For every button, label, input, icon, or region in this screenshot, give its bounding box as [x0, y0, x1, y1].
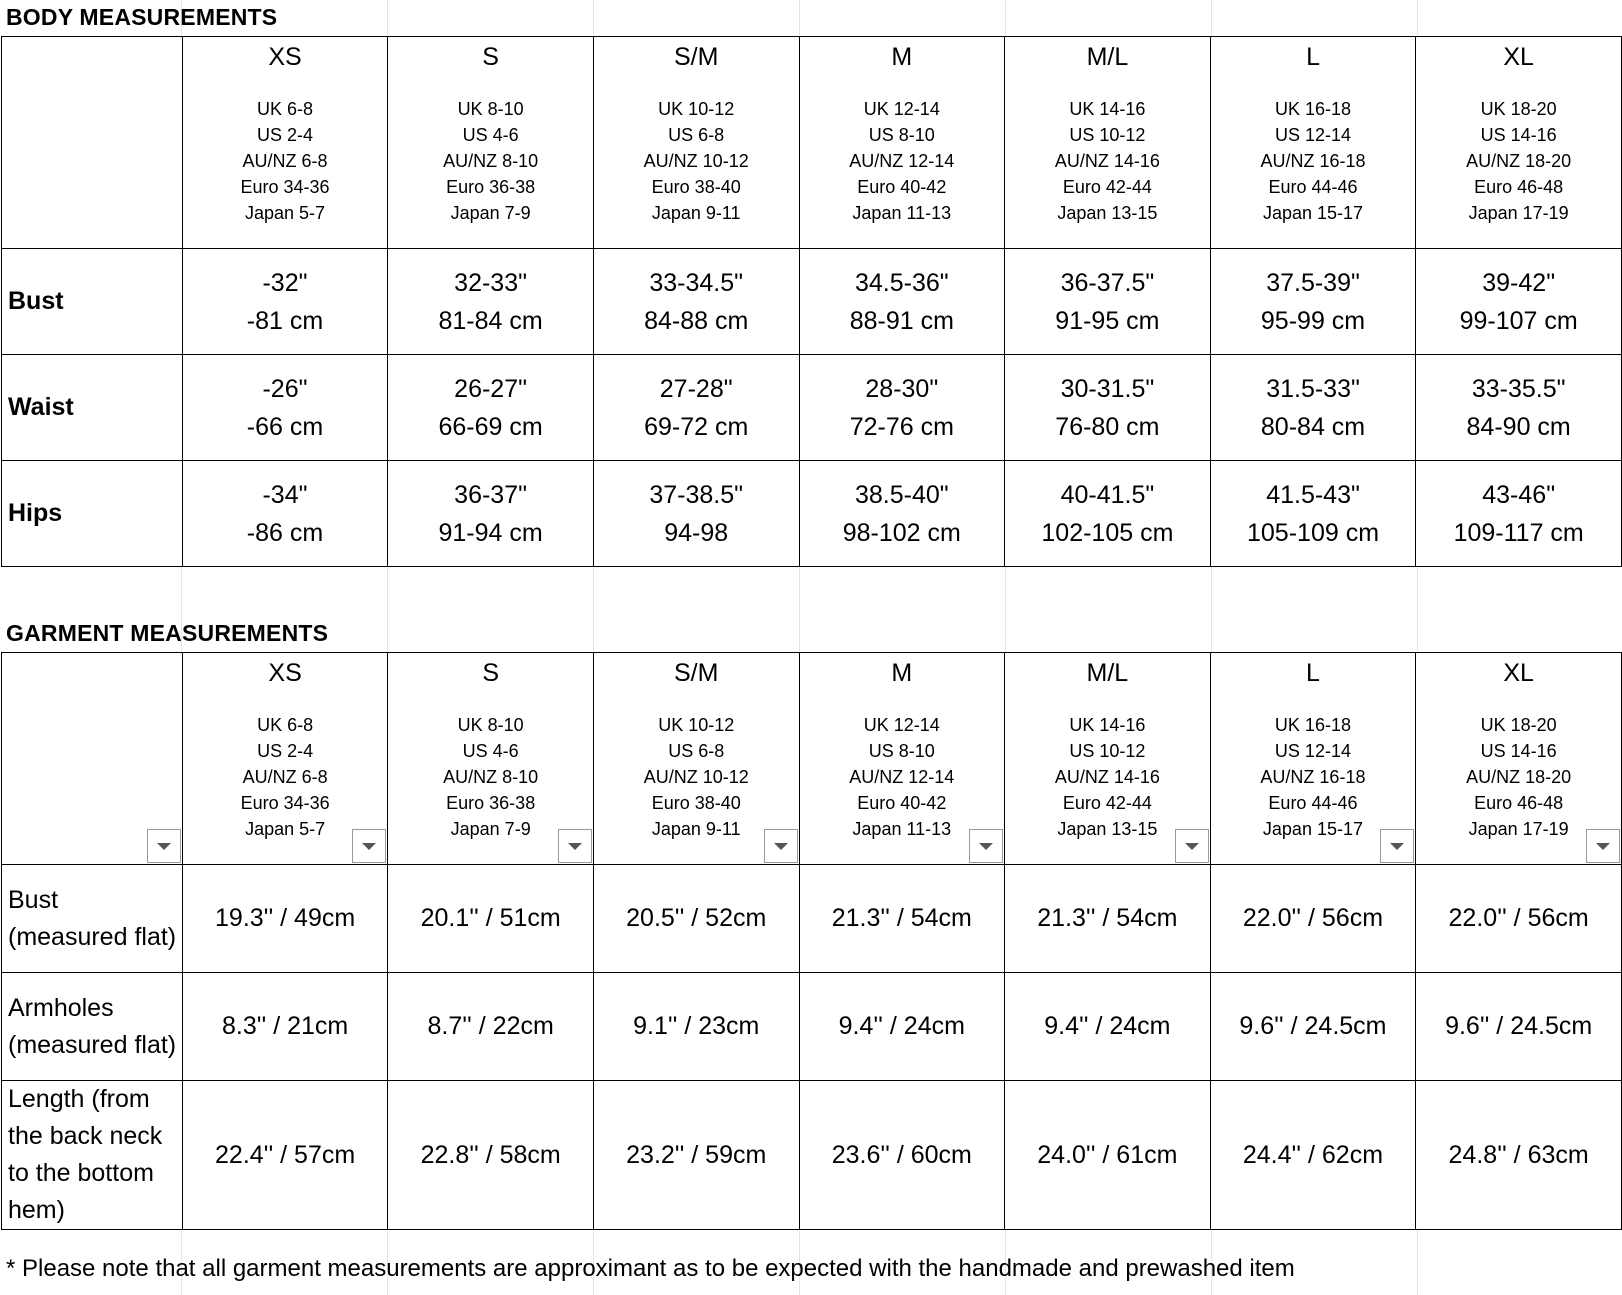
size-conversion-line: UK 8-10: [457, 715, 524, 735]
table-row: [2, 249, 1622, 355]
garment-measurements-table: [1, 652, 1622, 1230]
measurement-value: 84-88 cm: [644, 306, 749, 335]
size-header-s-m: [593, 37, 799, 249]
size-conversion-line: AU/NZ 6-8: [242, 767, 328, 787]
size-conversion-line: Euro 42-44: [1062, 177, 1152, 197]
dropdown-arrow-icon[interactable]: [764, 829, 798, 863]
size-header-m: [799, 37, 1005, 249]
size-header-m-l: [1005, 653, 1211, 865]
size-conversion-line: UK 12-14: [863, 715, 940, 735]
measurement-value: 91-95 cm: [1055, 306, 1160, 335]
size-code: XL: [1503, 659, 1534, 687]
row-label: Hips: [2, 461, 183, 567]
size-conversion-line: AU/NZ 16-18: [1260, 151, 1366, 171]
size-conversion-line: AU/NZ 6-8: [242, 151, 328, 171]
size-conversions: [1416, 712, 1621, 842]
measurement-value: 94-98: [664, 518, 729, 547]
size-header-xs: [182, 37, 388, 249]
size-conversion-line: Japan 11-13: [852, 203, 952, 223]
body-measurements-table: [1, 36, 1622, 567]
measurement-value: 27-28": [659, 374, 733, 403]
dropdown-arrow-icon[interactable]: [1586, 829, 1620, 863]
size-conversion-line: UK 6-8: [256, 99, 314, 119]
measurement-value: 39-42": [1482, 268, 1556, 297]
measurement-cell: [1005, 461, 1211, 567]
size-conversion-line: UK 10-12: [658, 715, 735, 735]
size-conversion-line: Japan 13-15: [1057, 203, 1158, 223]
measurement-cell: 20.1'' / 51cm: [388, 865, 594, 973]
measurement-cell: 9.1'' / 23cm: [593, 973, 799, 1081]
size-conversions: [183, 96, 388, 226]
size-conversion-line: AU/NZ 14-16: [1054, 767, 1160, 787]
table-row: [2, 355, 1622, 461]
footnote: * Please note that all garment measurements are approximant as to be expected with the handmade and prewashed item: [6, 1255, 1295, 1282]
size-conversion-line: US 6-8: [668, 125, 725, 145]
row-label: Bust (measured flat): [2, 865, 183, 973]
measurement-cell: 21.3'' / 54cm: [1005, 865, 1211, 973]
size-header-l: [1210, 37, 1416, 249]
size-header-s-m: [593, 653, 799, 865]
size-conversion-line: US 12-14: [1275, 125, 1352, 145]
measurement-value: 95-99 cm: [1260, 306, 1366, 335]
measurement-value: 38.5-40": [854, 480, 949, 509]
size-header-l: [1210, 653, 1416, 865]
row-label: Waist: [2, 355, 183, 461]
measurement-value: 69-72 cm: [644, 412, 749, 441]
size-conversion-line: AU/NZ 18-20: [1466, 767, 1572, 787]
size-conversion-line: UK 16-18: [1275, 99, 1352, 119]
size-conversion-line: Euro 46-48: [1474, 793, 1564, 813]
size-conversion-line: Japan 13-15: [1057, 819, 1158, 839]
size-conversion-line: US 10-12: [1069, 125, 1146, 145]
dropdown-arrow-icon[interactable]: [1175, 829, 1209, 863]
size-conversion-line: US 10-12: [1069, 741, 1146, 761]
measurement-cell: [1416, 461, 1622, 567]
measurement-cell: [593, 355, 799, 461]
measurement-cell: 19.3'' / 49cm: [182, 865, 388, 973]
size-conversion-line: US 2-4: [257, 741, 314, 761]
measurement-cell: [1210, 461, 1416, 567]
size-header-xl: [1416, 37, 1622, 249]
measurement-cell: [593, 461, 799, 567]
measurement-cell: 9.6'' / 24.5cm: [1210, 973, 1416, 1081]
size-conversion-line: AU/NZ 12-14: [849, 151, 955, 171]
measurement-value: 88-91 cm: [849, 306, 954, 335]
measurement-cell: 8.3'' / 21cm: [182, 973, 388, 1081]
measurement-cell: [593, 249, 799, 355]
measurement-cell: [799, 355, 1005, 461]
size-conversion-line: Japan 7-9: [450, 203, 531, 223]
size-conversions: [800, 712, 1005, 842]
measurement-value: 31.5-33": [1266, 374, 1360, 403]
size-conversions: [1416, 96, 1621, 226]
size-code: S/M: [673, 43, 719, 71]
size-conversion-line: Japan 5-7: [244, 203, 326, 223]
header-blank-cell: [2, 37, 183, 249]
size-conversions: [800, 96, 1005, 226]
measurement-cell: [388, 461, 594, 567]
size-conversion-line: AU/NZ 12-14: [849, 767, 955, 787]
size-conversion-line: UK 10-12: [658, 99, 735, 119]
size-conversion-line: Euro 38-40: [651, 177, 741, 197]
size-conversion-line: Japan 17-19: [1468, 819, 1569, 839]
size-conversion-line: Euro 44-46: [1268, 793, 1358, 813]
measurement-value: 28-30": [865, 374, 939, 403]
size-header-row: [2, 37, 1622, 249]
size-header-row: [2, 653, 1622, 865]
size-code: L: [1306, 43, 1320, 71]
size-conversion-line: AU/NZ 16-18: [1260, 767, 1366, 787]
size-conversions: [1005, 96, 1210, 226]
measurement-cell: [388, 355, 594, 461]
measurement-cell: 22.0'' / 56cm: [1416, 865, 1622, 973]
size-code: XS: [268, 659, 302, 687]
measurement-value: 34.5-36": [854, 268, 949, 297]
size-conversion-line: AU/NZ 10-12: [643, 151, 749, 171]
measurement-cell: 24.8'' / 63cm: [1416, 1081, 1622, 1230]
size-conversion-line: UK 14-16: [1069, 99, 1146, 119]
size-conversion-line: AU/NZ 8-10: [443, 151, 539, 171]
size-conversions: [594, 712, 799, 842]
size-conversion-line: Euro 34-36: [240, 177, 330, 197]
size-conversion-line: Japan 9-11: [651, 203, 741, 223]
size-conversion-line: Euro 42-44: [1062, 793, 1152, 813]
size-conversions: [1005, 712, 1210, 842]
size-code: XS: [268, 43, 302, 71]
measurement-value: 37.5-39": [1266, 268, 1360, 297]
measurement-cell: [1416, 249, 1622, 355]
dropdown-arrow-icon[interactable]: [969, 829, 1003, 863]
size-conversion-line: Euro 36-38: [446, 177, 536, 197]
measurement-value: 105-109 cm: [1247, 518, 1380, 547]
measurement-cell: 21.3'' / 54cm: [799, 865, 1005, 973]
size-conversion-line: UK 6-8: [257, 715, 314, 735]
measurement-value: 76-80 cm: [1055, 412, 1160, 441]
size-conversion-line: US 6-8: [668, 741, 725, 761]
size-conversions: [183, 712, 388, 842]
measurement-value: 102-105 cm: [1041, 518, 1174, 547]
size-conversion-line: Japan 5-7: [245, 819, 326, 839]
size-header-xl: [1416, 653, 1622, 865]
size-conversion-line: UK 18-20: [1480, 715, 1557, 735]
measurement-cell: [1416, 355, 1622, 461]
measurement-cell: 23.2'' / 59cm: [593, 1081, 799, 1230]
size-conversion-line: AU/NZ 10-12: [643, 767, 749, 787]
measurement-value: 26-27": [454, 374, 527, 403]
row-label: Armholes (measured flat): [2, 973, 183, 1081]
measurement-value: -81 cm: [246, 306, 324, 335]
size-conversion-line: US 2-4: [256, 125, 314, 145]
measurement-cell: [1005, 249, 1211, 355]
measurement-value: 41.5-43": [1266, 480, 1360, 509]
size-conversion-line: US 12-14: [1274, 741, 1351, 761]
size-conversion-line: US 4-6: [462, 741, 519, 761]
size-conversion-line: Euro 36-38: [446, 793, 536, 813]
measurement-cell: 9.6'' / 24.5cm: [1416, 973, 1622, 1081]
measurement-value: -86 cm: [246, 518, 324, 547]
size-code: M/L: [1086, 43, 1129, 71]
measurement-value: 66-69 cm: [438, 412, 543, 441]
size-conversion-line: Japan 11-13: [852, 819, 952, 839]
dropdown-arrow-icon[interactable]: [352, 829, 386, 863]
measurement-value: 84-90 cm: [1466, 412, 1571, 441]
measurement-value: 98-102 cm: [842, 518, 961, 547]
row-label: Length (from the back neck to the bottom hem): [2, 1081, 183, 1230]
size-conversion-line: UK 8-10: [457, 99, 524, 119]
measurement-cell: [182, 249, 388, 355]
measurement-cell: 22.0'' / 56cm: [1210, 865, 1416, 973]
size-conversions: [388, 712, 593, 842]
size-conversion-line: Japan 17-19: [1468, 203, 1569, 223]
dropdown-arrow-icon[interactable]: [558, 829, 592, 863]
measurement-value: 36-37": [454, 480, 527, 509]
table-row: [2, 865, 1622, 973]
size-conversion-line: Japan 9-11: [651, 819, 741, 839]
size-conversion-line: Euro 46-48: [1474, 177, 1564, 197]
measurement-cell: 9.4'' / 24cm: [799, 973, 1005, 1081]
body-measurements-title: BODY MEASUREMENTS: [6, 4, 278, 30]
size-code: M/L: [1086, 659, 1129, 687]
size-code: S: [482, 43, 499, 71]
measurement-cell: [388, 249, 594, 355]
size-conversion-line: US 4-6: [462, 125, 519, 145]
header-blank-cell: [2, 653, 183, 865]
measurement-value: 91-94 cm: [438, 518, 543, 547]
dropdown-arrow-icon[interactable]: [147, 829, 181, 863]
size-code: S: [482, 659, 500, 687]
measurement-value: 32-33": [454, 268, 527, 297]
size-conversion-line: UK 12-14: [863, 99, 940, 119]
size-code: S/M: [674, 659, 719, 687]
dropdown-arrow-icon[interactable]: [1380, 829, 1414, 863]
measurement-cell: [1210, 249, 1416, 355]
size-conversion-line: AU/NZ 8-10: [443, 767, 539, 787]
measurement-cell: 24.0'' / 61cm: [1005, 1081, 1211, 1230]
measurement-value: 43-46": [1482, 480, 1556, 509]
size-conversion-line: Euro 40-42: [857, 793, 947, 813]
size-conversion-line: UK 16-18: [1274, 715, 1351, 735]
size-conversions: [1211, 96, 1416, 226]
size-header-m: [799, 653, 1005, 865]
measurement-cell: [799, 249, 1005, 355]
measurement-cell: [799, 461, 1005, 567]
measurement-cell: 20.5'' / 52cm: [593, 865, 799, 973]
measurement-value: 33-35.5": [1471, 374, 1566, 403]
size-code: M: [891, 43, 913, 71]
size-conversion-line: Japan 15-17: [1262, 819, 1363, 839]
measurement-value: -66 cm: [246, 412, 324, 441]
size-conversion-line: Japan 7-9: [450, 819, 531, 839]
measurement-cell: 9.4'' / 24cm: [1005, 973, 1211, 1081]
measurement-value: 109-117 cm: [1453, 518, 1584, 547]
measurement-value: 37-38.5": [649, 480, 744, 509]
measurement-cell: 22.4'' / 57cm: [182, 1081, 388, 1230]
measurement-cell: 8.7'' / 22cm: [388, 973, 594, 1081]
size-code: L: [1306, 659, 1320, 687]
size-conversion-line: Japan 15-17: [1262, 203, 1364, 223]
size-conversion-line: Euro 38-40: [651, 793, 741, 813]
size-conversion-line: AU/NZ 14-16: [1054, 151, 1160, 171]
measurement-cell: 24.4'' / 62cm: [1210, 1081, 1416, 1230]
measurement-cell: [1005, 355, 1211, 461]
measurement-cell: 22.8'' / 58cm: [388, 1081, 594, 1230]
size-code: XL: [1503, 43, 1534, 71]
size-header-s: [388, 653, 594, 865]
measurement-value: -26": [262, 374, 308, 403]
size-header-s: [388, 37, 594, 249]
size-conversion-line: Euro 44-46: [1268, 177, 1358, 197]
measurement-cell: [182, 461, 388, 567]
measurement-value: -34": [262, 480, 308, 509]
size-conversion-line: US 8-10: [868, 125, 935, 145]
size-header-xs: [182, 653, 388, 865]
size-conversion-line: AU/NZ 18-20: [1466, 151, 1572, 171]
size-conversion-line: UK 14-16: [1069, 715, 1146, 735]
row-label: Bust: [2, 249, 183, 355]
measurement-value: 40-41.5": [1060, 480, 1155, 509]
measurement-value: 30-31.5": [1060, 374, 1155, 403]
measurement-cell: [182, 355, 388, 461]
size-conversion-line: US 14-16: [1480, 741, 1557, 761]
size-conversions: [594, 96, 799, 226]
measurement-cell: [1210, 355, 1416, 461]
table-row: [2, 973, 1622, 1081]
measurement-value: 81-84 cm: [438, 306, 543, 335]
measurement-value: 33-34.5": [649, 268, 744, 297]
table-row: [2, 461, 1622, 567]
measurement-value: -32": [262, 268, 308, 297]
size-header-m-l: [1005, 37, 1211, 249]
measurement-value: 36-37.5": [1060, 268, 1155, 297]
measurement-value: 80-84 cm: [1260, 412, 1366, 441]
size-conversion-line: US 14-16: [1480, 125, 1557, 145]
size-conversions: [388, 96, 593, 226]
size-conversions: [1211, 712, 1416, 842]
size-conversion-line: Euro 34-36: [240, 793, 330, 813]
measurement-value: 99-107 cm: [1459, 306, 1578, 335]
measurement-cell: 23.6'' / 60cm: [799, 1081, 1005, 1230]
table-row: [2, 1081, 1622, 1230]
size-conversion-line: UK 18-20: [1480, 99, 1557, 119]
size-conversion-line: Euro 40-42: [857, 177, 947, 197]
measurement-value: 72-76 cm: [849, 412, 954, 441]
size-conversion-line: US 8-10: [868, 741, 935, 761]
size-code: M: [891, 659, 913, 687]
garment-measurements-title: GARMENT MEASUREMENTS: [6, 620, 329, 646]
